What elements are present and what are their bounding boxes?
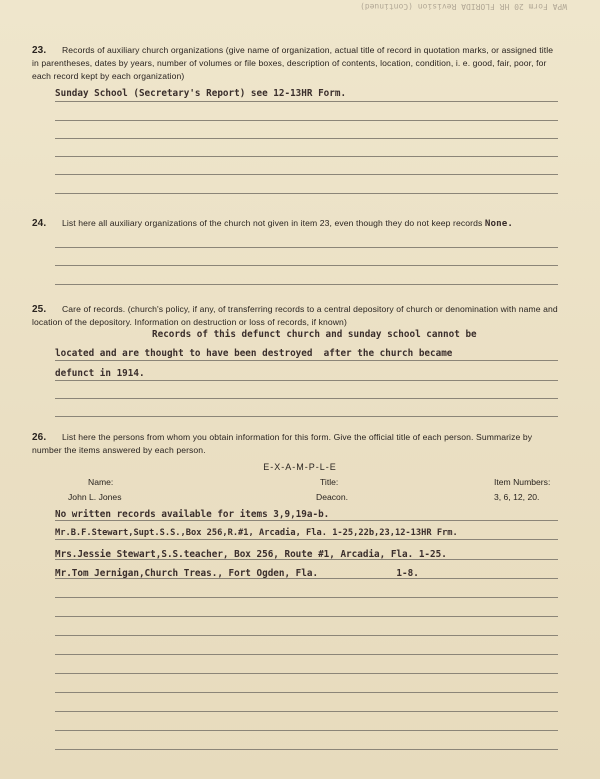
answer-line xyxy=(55,416,558,417)
answer-line xyxy=(55,635,558,636)
answer-line xyxy=(55,247,558,248)
question-25-answer-line-1: Records of this defunct church and sunday school cannot be xyxy=(152,329,477,340)
answer-line xyxy=(55,539,558,540)
question-24-answer: None. xyxy=(484,218,514,229)
answer-line xyxy=(55,692,558,693)
answer-line xyxy=(55,398,558,399)
question-26 xyxy=(32,431,562,457)
answer-line xyxy=(55,616,558,617)
answer-line xyxy=(55,193,558,194)
answer-line xyxy=(55,120,558,121)
question-25-answer-line-2: located and are thought to have been destroyed after the church became xyxy=(55,348,453,359)
example-items: 3, 6, 12, 20. xyxy=(494,492,540,502)
answer-line xyxy=(55,156,558,157)
answer-line xyxy=(55,673,558,674)
answer-line xyxy=(55,597,558,598)
answer-line xyxy=(55,711,558,712)
informant-line: Mr.Tom Jernigan,Church Treas., Fort Ogden, Fla. 1-8. xyxy=(55,568,419,579)
question-25 xyxy=(32,303,560,329)
answer-line xyxy=(55,138,558,139)
answer-line xyxy=(55,654,558,655)
answer-line xyxy=(55,520,558,521)
informant-line: No written records available for items 3,9,19a-b. xyxy=(55,509,330,520)
question-23-number: 23. xyxy=(32,45,47,56)
answer-line xyxy=(55,360,558,361)
bleed-through-header: WPA Form 20 HR FLORIDA Revision (Continued) xyxy=(360,2,568,11)
question-23-text: Records of auxiliary church organizations (give name of organization, actual title of record in quotation marks, or assigned title in parentheses, dates by years, number of volumes or file boxes, description of contents, location, condition, i. e. good, fair, poor, for each record kept by each organization) xyxy=(32,45,554,81)
question-24-number: 24. xyxy=(32,218,47,229)
answer-line xyxy=(55,559,558,560)
example-title: Deacon. xyxy=(316,492,349,502)
answer-line xyxy=(55,284,558,285)
example-name: John L. Jones xyxy=(68,492,122,502)
answer-line xyxy=(55,749,558,750)
answer-line xyxy=(55,578,558,579)
question-23-answer: Sunday School (Secretary's Report) see 12-13HR Form. xyxy=(55,88,347,99)
answer-line xyxy=(55,101,558,102)
question-25-number: 25. xyxy=(32,304,47,315)
answer-line xyxy=(55,380,558,381)
informant-line: Mrs.Jessie Stewart,S.S.teacher, Box 256, Route #1, Arcadia, Fla. 1-25. xyxy=(55,549,447,560)
example-heading: E-X-A-M-P-L-E xyxy=(263,462,337,472)
example-col-name: Name: xyxy=(88,477,114,487)
question-26-number: 26. xyxy=(32,432,47,443)
question-24 xyxy=(32,217,560,230)
question-25-answer-line-3: defunct in 1914. xyxy=(55,368,145,379)
example-col-title: Title: xyxy=(320,477,339,487)
example-col-items: Item Numbers: xyxy=(494,477,551,487)
question-24-text: List here all auxiliary organizations of the church not given in item 23, even though they do not keep records xyxy=(62,218,483,228)
question-23 xyxy=(32,44,560,83)
question-26-text: List here the persons from whom you obtain information for this form. Give the official title of each person. Summarize by number the items answered by each person. xyxy=(32,432,533,455)
question-25-text: Care of records. (church's policy, if any, of transferring records to a central depository of church or denomination with name and location of the depository. Information on destruction or loss of records, if known) xyxy=(32,304,558,327)
answer-line xyxy=(55,174,558,175)
informant-line: Mr.B.F.Stewart,Supt.S.S.,Box 256,R.#1, Arcadia, Fla. 1-25,22b,23,12-13HR Frm. xyxy=(55,528,458,538)
answer-line xyxy=(55,730,558,731)
answer-line xyxy=(55,265,558,266)
